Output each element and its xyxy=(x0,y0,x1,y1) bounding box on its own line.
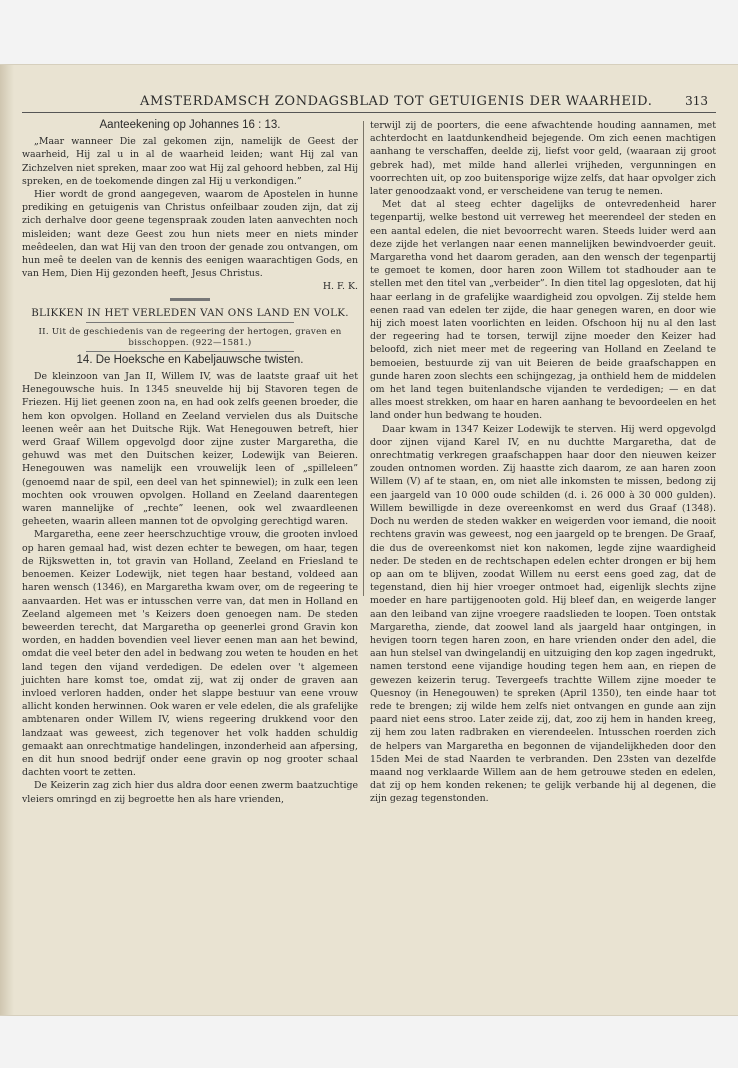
column-divider xyxy=(363,121,364,596)
scanned-page xyxy=(0,64,738,1016)
page-number: 313 xyxy=(685,94,708,108)
body-paragraph: Met dat al steeg echter dagelijks de ontevredenheid harer tegenpartij, welke bestond uit verreweg het meerendeel der steden en een aantal edelen, die niet bevoorrecht waren. Steeds luider werd aan deze zijde het verlangen naar eenen mannelijken bewindvoerder geuit. Margaretha vond het daarom geraden, aan den wensch der tegenpartij te gemoet te komen, door haren zoon Willem tot stadhouder aan te stellen met den titel van „verbeider”. In dien titel lag opgesloten, dat hij haar eerlang in de grafelijke waardigheid zou opvolgen. Zij stelde hem eenen raad van edelen ter zijde, die haar genegen waren, en door wie hij zich moest laten voorlichten en leiden. Ofschoon hij nu al den last der regeering had te torsen, terwijl zijne moeder den Keizer had beloofd, zich niet meer met de regeering van Holland en Zeeland te bemoeien, bestuurde zij van uit Beieren de beide graafschappen en gunde haren zoon slechts een schijngezag, ja onthield hem de middelen om het land tegen buitenlandsche vijanden te verdedigen; — en dat alles moest strekken, om haar en haren aanhang te bevoordeelen en het land onder hun bedwang te houden. xyxy=(370,199,716,422)
body-paragraph: Daar kwam in 1347 Keizer Lodewijk te sterven. Hij werd opgevolgd door zijnen vijand Karel IV, en nu duchtte Margaretha, dat de onrechtmatig verkregen graafschappen haar door den nieuwen keizer zouden ontnomen worden. Zij haastte zich daarom, ze aan haren zoon Willem (V) af te staan, en, om niet alle inkomsten te missen, bedong zij een jaargeld van 10 000 oude schilden (d. i. 26 000 à 30 000 gulden). Willem bewilligde in deze overeenkomst en werd dus Graaf (1348). Doch nu werden de steden wakker en weigerden voor iemand, die nooit rechtens gravin was geweest, nog een jaargeld op te brengen. De Graaf, die dus de overeenkomst niet kon nakomen, legde zijne waardigheid neder. De steden en de rechtschapen edelen echter drongen er bij hem op aan om te blijven, zoodat Willem nu eerst eens goed zag, dat de tegenstand, dien hij hier vroeger ontmoet had, eigenlijk slechts zijne moeder en hare partijgenooten gold. Hij bleef dan, en weigerde langer aan den leiband van zijne vroegere raadslieden te loopen. Toen ontstak Margaretha, ziende, dat zoowel land als jaargeld haar ontgingen, in hevigen toorn tegen haren zoon, en hare vrienden onder den adel, die aan hun stelsel van dwingelandij en uitzuiging den kop zagen ingedrukt, namen terstond eene vijandige houding tegen hem aan, en riepen de gewezen keizerin terug. Tevergeefs trachtte Willem zijne moeder te Quesnoy (in Henegouwen) te spreken (April 1350), ten einde haar tot rede te brengen; zij wilde hem zelfs niet ontvangen en gunde aan zijn paard niet eens stroo. Later zeide zij, dat, zoo zij hem in handen kreeg, zij hem zou laten radbraken en vierendeelen. Intusschen roerden zich de helpers van Margaretha en begonnen de vijandelijkheden door den 15den Mei de stad Naarden te verbranden. Den 23sten van dezelfde maand nog verklaarde Willem aan de hem getrouwe steden en edelen, dat zij op hem konden rekenen; te gelijk verbande hij al degenen, die zijn gezag tegenstonden. xyxy=(370,423,716,805)
note-title: Aanteekening op Johannes 16 : 13. xyxy=(99,119,281,131)
section-subtitle: II. Uit de geschiedenis van de regeering der hertogen, graven en bisschoppen. (922—1581.) xyxy=(38,326,342,348)
right-column xyxy=(370,119,716,806)
header-title: AMSTERDAMSCH ZONDAGSBLAD TOT GETUIGENIS DER WAARHEID. xyxy=(140,94,653,109)
subtitle-rule xyxy=(86,351,294,352)
body-paragraph: terwijl zij de poorters, die eene afwachtende houding aannamen, met achterdocht en laatdunkendheid bejegende. Om zich eenen machtigen aanhang te verschaffen, deelde zij, liefst voor geld, (waaraan zij groot gebrek had), met milde hand allerlei vrijheden, vergunningen en voorrechten uit, op zoo buitensporige wijze zelfs, dat haar opvolger zich later genoodzaakt vond, er verscheidene van terug te nemen. xyxy=(370,120,716,198)
section-title: BLIKKEN IN HET VERLEDEN VAN ONS LAND EN VOLK. xyxy=(31,306,349,319)
body-paragraph: De Keizerin zag zich hier dus aldra door eenen zwerm baatzuchtige vleiers omringd en zij begroette hen als hare vrienden, xyxy=(22,780,358,805)
section-rule xyxy=(86,322,294,323)
page-header xyxy=(22,91,716,113)
body-paragraph: Margaretha, eene zeer heerschzuchtige vrouw, die grooten invloed op haren gemaal had, wist dezen echter te bewegen, om haar, tegen de Rijkswetten in, tot gravin van Holland, Zeeland en Friesland te benoemen. Keizer Lodewijk, niet tegen haar bestand, voldeed aan haren wensch (1346), en Margaretha kwam over, om de regeering te aanvaarden. Het was er intusschen verre van, dat men in Holland en Zeeland algemeen met 's Keizers doen genoegen nam. De steden beweerden terecht, dat Margaretha op geenerlei grond Gravin kon worden, en hadden bovendien veel liever eenen man aan het bewind, omdat die veel beter den adel in bedwang zou weten te houden en het land tegen den vijand verdedigen. De edelen over 't algemeen juichten hare komst toe, omdat zij, wat zij onder de graven aan invloed verloren hadden, onder het slappe bestuur van eene vrouw allicht konden herwinnen. Ook waren er vele edelen, die als grafelijke ambtenaren onder Willem IV, wiens regeering drukkend voor den landzaat was geweest, zich tegenover het volk hadden schuldig gemaakt aan onrechtmatige handelingen, inzonderheid aan afpersing, en dit hun snood bedrijf onder eene gravin op nog grooter schaal dachten voort te zetten. xyxy=(22,529,358,779)
note-paragraph: Hier wordt de grond aangegeven, waarom de Apostelen in hunne prediking en getuigenis van Christus onfeilbaar zouden zijn, dat zij zich derhalve door geene tegenspraak zouden laten aanvechten noch misleiden; want deze Geest zou hun niets meer en niets minder meêdeelen, dan wat Hij van den troon der genade zou ontvangen, om hun meê te deelen van de kennis des eenigen waarachtigen Gods, en van Hem, Dien Hij gezonden heeft, Jesus Christus. xyxy=(22,189,358,280)
left-column xyxy=(22,119,358,806)
body-paragraph: De kleinzoon van Jan II, Willem IV, was de laatste graaf uit het Henegouwsche huis. In 1345 sneuvelde hij bij Stavoren tegen de Friezen. Hij liet geenen zoon na, en had ook zelfs geenen broeder, die hem kon opvolgen. Holland en Zeeland vervielen dus als Duitsche leenen weêr aan het Duitsche Rijk. Wat Henegouwen betreft, hier werd Graaf Willem opgevolgd door zijne zuster Margaretha, die gehuwd was met den Duitschen keizer, Lodewijk van Beieren. Henegouwen was namelijk een vrouwelijk leen of „spilleleen” (genoemd naar de spil, een deel van het spinnewiel); in zulk een leen mochten ook vrouwen opvolgen. Holland en Zeeland daarentegen waren mannelijke of „rechte” leenen, ook wel zwaardleenen geheeten, waarin alleen mannen tot de opvolging gerechtigd waren. xyxy=(22,371,358,528)
ornament-divider xyxy=(170,298,210,301)
chapter-title: 14. De Hoeksche en Kabeljauwsche twisten. xyxy=(76,353,304,366)
note-quote: „Maar wanneer Die zal gekomen zijn, namelijk de Geest der waarheid, Hij zal u in al de waarheid leiden; want Hij zal van Zichzelven niet spreken, maar zoo wat Hij zal gehoord hebben, zal Hij spreken, en de toekomende dingen zal Hij u verkondigen.” xyxy=(22,136,358,187)
header-rule xyxy=(22,112,716,113)
note-signature: H. F. K. xyxy=(322,281,358,293)
page-binding-edge xyxy=(0,65,14,1015)
